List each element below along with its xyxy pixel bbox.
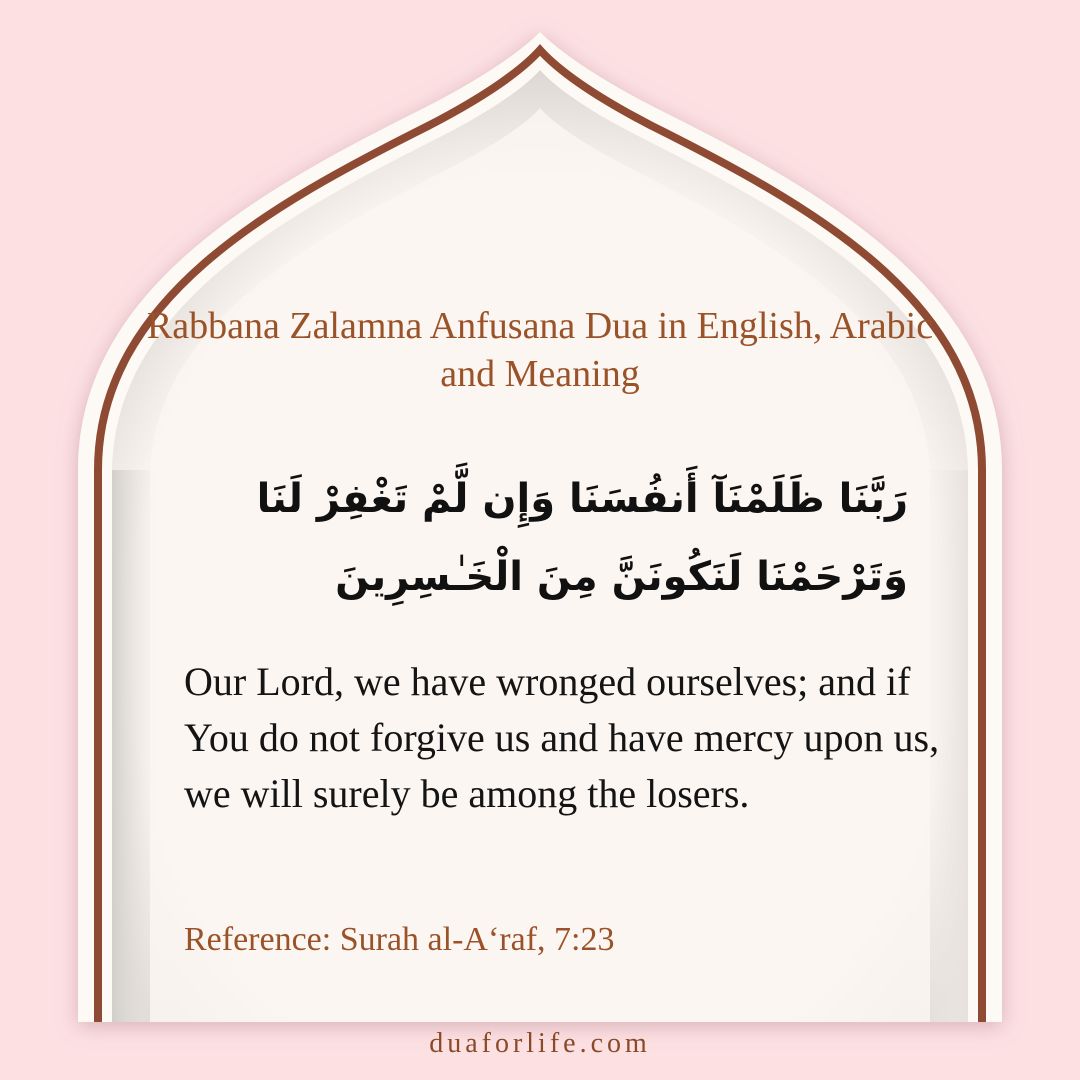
english-translation: Our Lord, we have wronged ourselves; and if You do not forgive us and have mercy upon us, we will surely be among the losers. xyxy=(184,659,940,816)
page-title: Rabbana Zalamna Anfusana Dua in English, Arabic and Meaning xyxy=(146,305,934,395)
reference-text: Reference: Surah al-A‘raf, 7:23 xyxy=(184,921,615,958)
arabic-dua-text: رَبَّنَا ظَلَمْنَآ أَنفُسَنَا وَإِن لَّمْ تَغْفِرْ لَنَا وَتَرْحَمْنَا لَنَكُونَنَّ مِنَ الْخَـٰسِرِينَ xyxy=(256,476,908,600)
website-link[interactable]: duaforlife.com xyxy=(429,1028,651,1059)
